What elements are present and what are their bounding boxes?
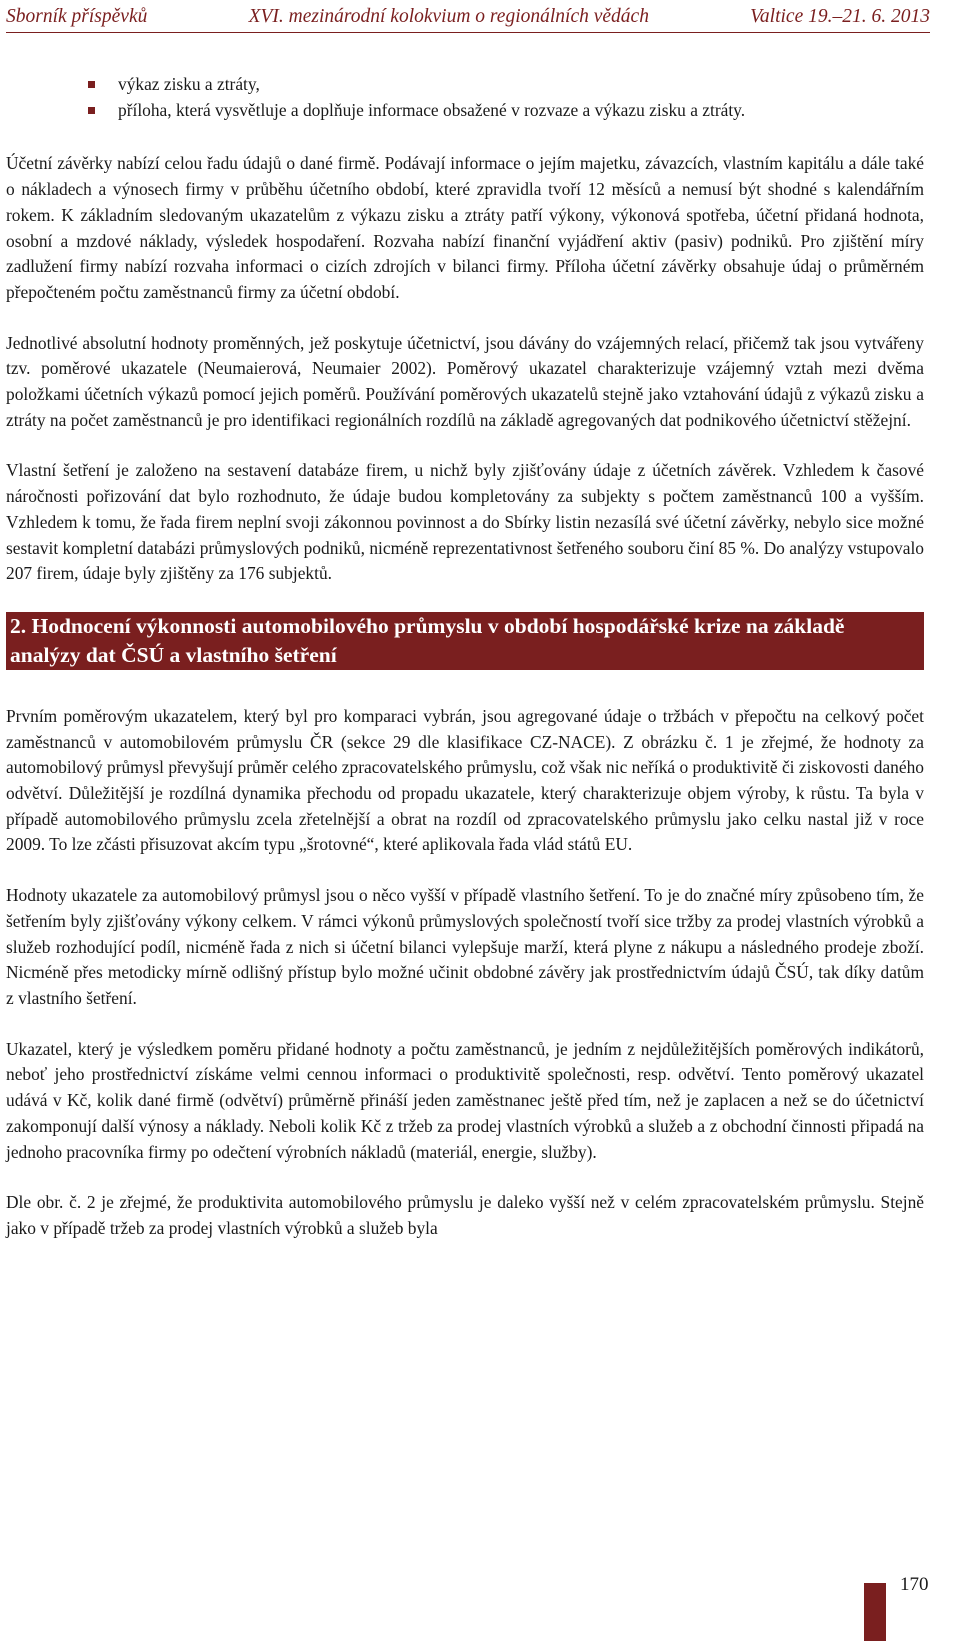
page-body [6,72,924,1267]
page-number: 170 [900,1574,929,1595]
paragraph: Ukazatel, který je výsledkem poměru přidané hodnoty a počtu zaměstnanců, je jedním z nejdůležitějších poměrových indikátorů, neboť jeho prostřednictví získáme velmi cennou informaci o produktivitě společnosti, resp. odvětví. Tento poměrový ukazatel udává v Kč, kolik dané firmě (odvětví) průměrně přináší jeden zaměstnanec ještě před tím, než je zaplacen a než se do účetnictví zakomponují další výnosy a náklady. Neboli kolik Kč z tržeb za prodej vlastních výrobků a služeb a z obchodní činnosti připadá na jednoho pracovníka firmy po odečtení výrobních nákladů (materiál, energie, služby). [6,1038,924,1162]
list-item: příloha, která vysvětluje a doplňuje informace obsažené v rozvaze a výkazu zisku a ztráty. [110,98,924,124]
paragraph: Jednotlivé absolutní hodnoty proměnných, jež poskytuje účetnictví, jsou dávány do vzájemných relací, přičemž tak jsou vytvářeny tzv. poměrové ukazatele (Neumaierová, Neumaier 2002). Poměrový ukazatel charakterizuje vzájemný vztah mezi dvěma položkami účetních výkazů pomocí jejich poměrů. Používání poměrových ukazatelů stejně jako vztahování údajů z výkazů zisku a ztráty na počet zaměstnanců je pro identifikaci regionálních rozdílů na základě agregovaných dat podnikového účetnictví stěžejní. [6,332,924,430]
header-date: Valtice 19.–21. 6. 2013 [750,6,930,27]
paragraph: Vlastní šetření je založeno na sestavení databáze firem, u nichž byly zjišťovány údaje z účetních závěrek. Vzhledem k časové náročnosti pořizování dat bylo rozhodnuto, že údaje budou kompletovány za subjekty s počtem zaměstnanců 100 a vyšším. Vzhledem k tomu, že řada firem neplní svoji zákonnou povinnost a do Sbírky listin nezasílá své účetní závěrky, nebylo sice možné sestavit kompletní databázi průmyslových podniků, nicméně reprezentativnost šetřeného souboru činí 85 %. Do analýzy vstupovalo 207 firem, údaje byly zjištěny za 176 subjektů. [6,460,924,584]
list-item: výkaz zisku a ztráty, [110,72,924,98]
paragraph: Hodnoty ukazatele za automobilový průmysl jsou o něco vyšší v případě vlastního šetření. To je do značné míry způsobeno tím, že šetřením byly zjišťovány výkony celkem. V rámci výkonů průmyslových společností tvoří sice tržby za prodej vlastních výrobků a služeb rozhodující podíl, nicméně řada z nich si účetní bilanci vylepšuje marží, která plyne z nákupu a následného prodeje zboží. Nicméně přes metodicky mírně odlišný přístup bylo možné učinit obdobné závěry jak prostřednictvím údajů ČSÚ, tak díky datům z vlastního šetření. [6,885,924,1008]
paragraph: Dle obr. č. 2 je zřejmé, že produktivita automobilového průmyslu je daleko vyšší než v celém zpracovatelském průmyslu. Stejně jako v případě tržeb za prodej vlastních výrobků a služeb byla [6,1192,924,1238]
section-heading: 2. Hodnocení výkonnosti automobilového průmyslu v období hospodářské krize na základě analýzy dat ČSÚ a vlastního šetření [6,612,924,670]
bullet-list [6,72,924,123]
running-header [6,6,930,28]
header-conference: XVI. mezinárodní kolokvium o regionálních vědách [248,6,649,27]
header-divider [6,32,930,33]
header-proceedings: Sborník příspěvků [6,6,148,27]
footer-accent-bar [864,1583,886,1641]
paragraph: Prvním poměrovým ukazatelem, který byl pro komparaci vybrán, jsou agregované údaje o tržbách v přepočtu na celkový počet zaměstnanců v automobilovém průmyslu ČR (sekce 29 dle klasifikace CZ-NACE). Z obrázku č. 1 je zřejmé, že hodnoty za automobilový průmysl převyšují průměr celého zpracovatelského průmyslu, což však nic neříká o produktivitě či ziskovosti daného odvětví. Důležitější je rozdílná dynamika přechodu od propadu ukazatele, který charakterizuje objem výroby, k růstu. Ta byla v případě automobilového průmyslu zcela zřetelnější a obrat na rozdíl od zpracovatelského průmyslu jako celku nastal již v roce 2009. To lze zčásti přisuzovat akcím typu „šrotovné“, které aplikovala řada vlád států EU. [6,705,924,855]
paragraph: Účetní závěrky nabízí celou řadu údajů o dané firmě. Podávají informace o jejím majetku, závazcích, vlastním kapitálu a dále také o nákladech a výnosech firmy v průběhu účetního období, které zpravidla tvoří 12 měsíců a nemusí být shodné s kalendářním rokem. K základním sledovaným ukazatelům z výkazu zisku a ztráty patří výkony, výkonová spotřeba, účetní přidaná hodnota, osobní a mzdové náklady, výsledek hospodaření. Rozvaha nabízí finanční vyjádření aktiv (pasiv) podniků. Pro zjištění míry zadlužení firmy nabízí rozvaha informaci o cizích zdrojích v bilanci firmy. Příloha účetní závěrky obsahuje údaj o průměrném přepočteném počtu zaměstnanců firmy za účetní období. [6,153,924,302]
